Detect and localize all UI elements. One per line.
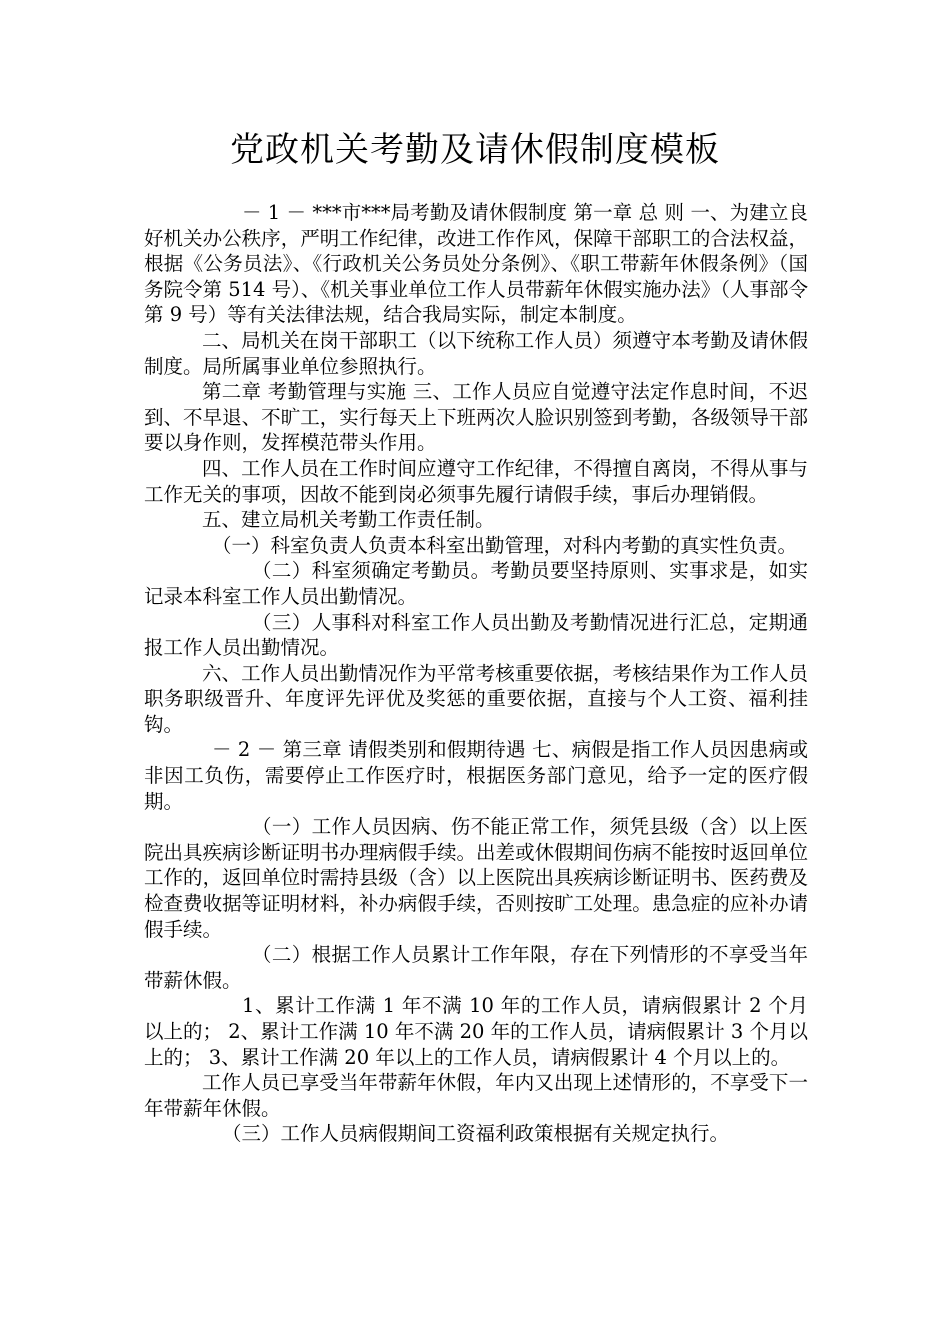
paragraph-chapter-two: 第二章 考勤管理与实施 三、工作人员应自觉遵守法定作息时间，不迟到、不早退、不旷工，实行每天上下班两次人脸识别签到考勤，各级领导干部要以身作则，发挥模范带头作用。	[144, 380, 808, 455]
paragraph-item-7-3: （三）工作人员病假期间工资福利政策根据有关规定执行。	[222, 1122, 730, 1146]
paragraph-chapter-three: － 2 － 第三章 请假类别和假期待遇 七、病假是指工作人员因患病或非因工负伤，需要停止工作医疗时，根据医务部门意见，给予一定的医疗假期。	[144, 738, 808, 813]
paragraph-conditions-list: 1、累计工作满 1 年不满 10 年的工作人员，请病假累计 2 个月以上的； 2、累计工作满 10 年不满 20 年的工作人员，请病假累计 3 个月以上的； 3、累计工作满 20 年以上的工作人员，请病假累计 4 个月以上的。	[144, 994, 808, 1069]
paragraph-item-7-2: （二）根据工作人员累计工作年限，存在下列情形的不享受当年带薪休假。	[144, 943, 808, 992]
paragraph-item-7-1: （一）工作人员因病、伤不能正常工作，须凭县级（含）以上医院出具疾病诊断证明书办理病假手续。出差或休假期间伤病不能按时返回单位工作的，返回单位时需持县级（含）以上医院出具疾病诊断证明书、医药费及检查费收据等证明材料，补办病假手续，否则按旷工处理。患急症的应补办请假手续。	[144, 815, 808, 941]
paragraph-item-5-3: （三）人事科对科室工作人员出勤及考勤情况进行汇总，定期通报工作人员出勤情况。	[144, 610, 808, 660]
paragraph-item-5-1: （一）科室负责人负责本科室出勤管理，对科内考勤的真实性负责。	[212, 533, 798, 557]
paragraph-item-5-2: （二）科室须确定考勤员。考勤员要坚持原则、实事求是，如实记录本科室工作人员出勤情况。	[144, 559, 808, 608]
paragraph-article-six: 六、工作人员出勤情况作为平常考核重要依据，考核结果作为工作人员职务职级晋升、年度评先评优及奖惩的重要依据，直接与个人工资、福利挂钩。	[144, 661, 808, 736]
paragraph-annual-leave-note: 工作人员已享受当年带薪年休假，年内又出现上述情形的，不享受下一年带薪年休假。	[144, 1071, 808, 1120]
paragraph-article-four: 四、工作人员在工作时间应遵守工作纪律，不得擅自离岗，不得从事与工作无关的事项，因故不能到岗必须事先履行请假手续，事后办理销假。	[144, 456, 808, 506]
paragraph-article-two: 二、局机关在岗干部职工（以下统称工作人员）须遵守本考勤及请休假制度。局所属事业单位参照执行。	[144, 328, 808, 378]
paragraph-chapter-one: － 1 － ***市***局考勤及请休假制度 第一章 总 则 一、为建立良好机关办公秩序，严明工作纪律，改进工作作风，保障干部职工的合法权益，根据《公务员法》、《行政机关公务员处分条例》、《职工带薪年休假条例》（国务院令第 514 号）、《机关事业单位工作人员带薪年休假实施办法》（人事部令第 9 号）等有关法律法规，结合我局实际，制定本制度。	[144, 201, 808, 327]
paragraph-article-five: 五、建立局机关考勤工作责任制。	[202, 508, 495, 532]
document-body	[144, 200, 808, 1147]
document-title: 党政机关考勤及请休假制度模板	[230, 130, 720, 170]
